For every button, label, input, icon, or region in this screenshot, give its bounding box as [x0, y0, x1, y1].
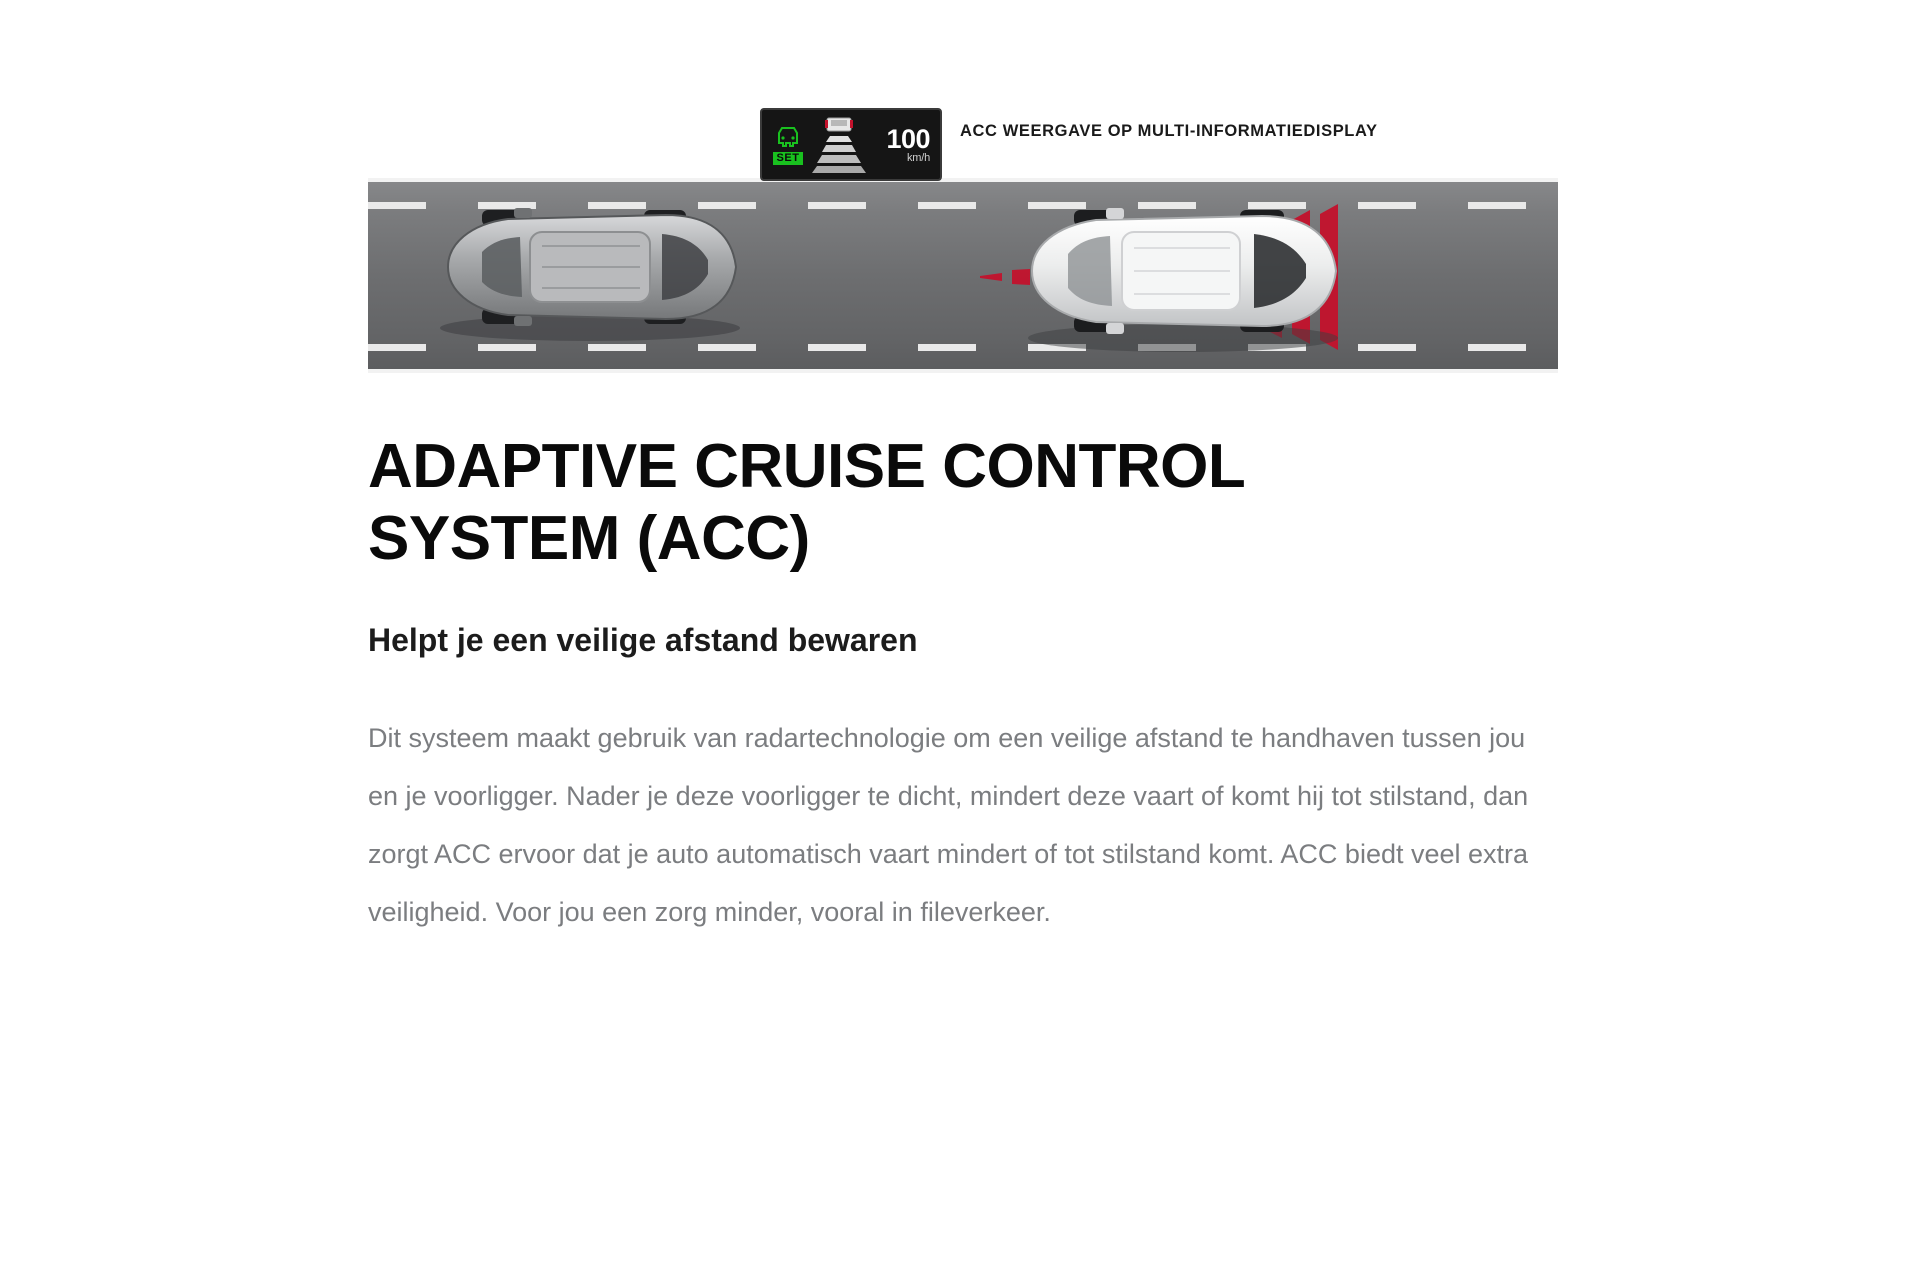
- multi-information-display: [760, 108, 942, 181]
- mid-set-label: SET: [773, 152, 804, 165]
- body-paragraph: Dit systeem maakt gebruik van radartechnologie om een veilige afstand te handhaven tussen jou en je voorligger. Nader je deze voorligger te dicht, mindert deze vaart of komt hij tot stilstand, dan zorgt ACC ervoor dat je auto automatisch vaart mindert of tot stilstand komt. ACC biedt veel extra veiligheid. Voor jou een zorg minder, vooral in fileverkeer.: [368, 723, 1529, 927]
- road-edge-line-bottom: [368, 369, 1558, 373]
- page-subtitle: Helpt je een veilige afstand bewaren: [368, 622, 918, 658]
- lane-dash: [1468, 202, 1526, 209]
- road-edge-line-top: [368, 178, 1558, 182]
- lane-dash: [368, 344, 426, 351]
- mid-speed-group: [870, 123, 934, 164]
- page-title: ADAPTIVE CRUISE CONTROL SYSTEM (ACC): [368, 432, 1245, 573]
- rear-vehicle-with-radar: [1018, 192, 1348, 360]
- lane-dash: [1358, 344, 1416, 351]
- mid-speed-value: 100: [886, 123, 930, 154]
- front-vehicle: [430, 204, 750, 346]
- content-column: [368, 0, 1558, 941]
- lane-dash: [368, 202, 426, 209]
- mid-status-group: [768, 118, 808, 172]
- lane-dash: [808, 202, 866, 209]
- mid-distance-graphic: [808, 116, 870, 174]
- mid-speed-unit: km/h: [906, 151, 930, 164]
- lane-dash: [1358, 202, 1416, 209]
- lead-vehicle-icon: [825, 118, 853, 131]
- lane-dash: [808, 344, 866, 351]
- lane-dash: [1468, 344, 1526, 351]
- mid-display-caption: ACC WEERGAVE OP MULTI-INFORMATIEDISPLAY: [960, 122, 1378, 140]
- acc-radar-illustration: [368, 122, 1558, 373]
- acc-car-icon: [775, 125, 801, 149]
